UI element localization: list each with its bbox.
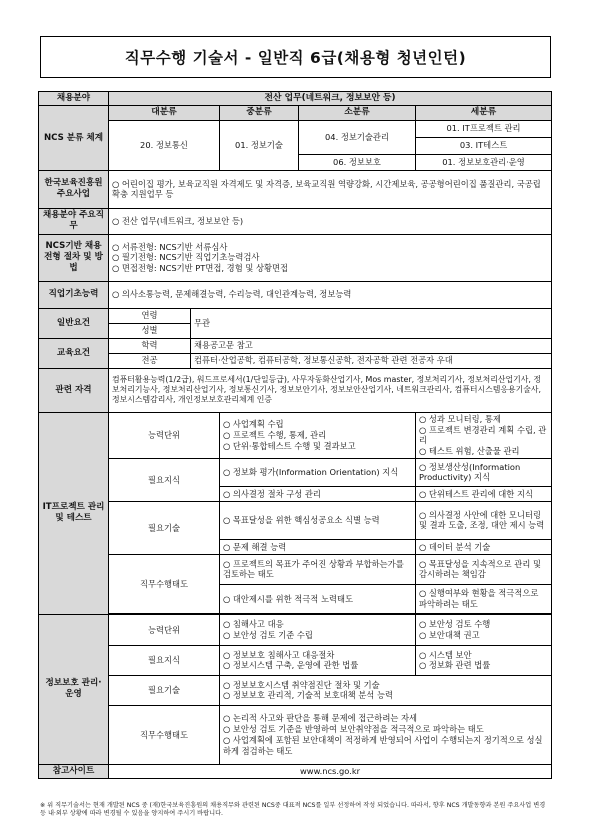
process-label: NCS기반 채용전형 절차 및 방법: [39, 234, 109, 281]
job-description-table: [38, 91, 552, 779]
basic-label: 직업기초능력: [39, 281, 109, 308]
field-label: 채용분야: [39, 92, 109, 106]
site-link[interactable]: www.ncs.go.kr: [109, 764, 552, 778]
business-label: 한국보육진흥원 주요사업: [39, 170, 109, 208]
process-item: ○ 필기전형: NCS기반 직업기초능력검사: [112, 252, 260, 263]
sec-ability-label: 능력단위: [109, 614, 220, 645]
it-skill-l1: ○ 목표달성을 위한 핵심성공요소 식별 능력: [220, 501, 416, 539]
it-skill-l2: ○ 문제 해결 능력: [220, 539, 416, 554]
ncs-detail-2: 03. IT테스트: [416, 137, 552, 154]
it-attitude-r1: ○ 목표달성을 지속적으로 관리 및 감시하려는 책임감: [416, 554, 552, 584]
ncs-header-minor: 소분류: [299, 106, 416, 120]
list-item: ○ 침해사고 대응: [223, 619, 284, 630]
ncs-middle: 01. 정보기술: [220, 120, 299, 170]
list-item: ○ 프로젝트 수행, 통제, 관리: [223, 430, 327, 441]
footnote: ※ 위 직무기술서는 현재 개발된 NCS 중 (재)한국보육진흥원의 채용직무와 관련된 NCS중 대표적 NCS를 일부 선정하여 작성 되었습니다. 따라서, 향후 NCS 개발동향과 본원 주요사업 변경 등 내·외부 상황에 따라 변경될 수 있음을 양지하여 주시기 바랍니다.: [40, 802, 546, 818]
business-value: ○ 어린이집 평가, 보육교직원 자격제도 및 자격증, 보육교직원 역량강화, 시간제보육, 공공형어린이집 품질관리, 국공립 확충 지원업무 등: [109, 170, 552, 208]
sec-knowledge-right: [416, 645, 552, 675]
ncs-minor-1: 04. 정보기술관리: [299, 120, 416, 154]
list-item: ○ 정보보호 관리적, 기술적 보호대책 분석 능력: [223, 690, 393, 701]
it-ability-right: [416, 412, 552, 458]
list-item: ○ 테스트 위험, 산출물 관리: [419, 446, 520, 457]
list-item: ○ 정보보호 침해사고 대응절차: [223, 649, 335, 660]
it-ability-left: [220, 412, 416, 458]
it-attitude-l1: ○ 프로젝트의 목표가 주어진 상황과 부합하는가를 검토하는 태도: [220, 554, 416, 584]
it-attitude-l2: ○ 대안제시를 위한 적극적 노력태도: [220, 584, 416, 613]
general-value: 무관: [191, 308, 552, 338]
duty-label: 채용분야 주요직무: [39, 208, 109, 234]
edu-degree-label: 학력: [109, 338, 191, 353]
sec-skill-label: 필요기술: [109, 675, 220, 705]
it-attitude-label: 직무수행태도: [109, 554, 220, 613]
process-item: ○ 면접전형: NCS기반 PT면접, 경험 및 상황면접: [112, 263, 289, 274]
list-item: ○ 논리적 사고와 판단을 통해 문제에 접근하려는 자세: [223, 713, 418, 724]
ncs-minor-2: 06. 정보보호: [299, 154, 416, 170]
list-item: ○ 성과 모니터링, 통제: [419, 413, 501, 424]
ncs-label: NCS 분류 체계: [39, 106, 109, 170]
list-item: ○ 보안성 검토 수행: [419, 619, 491, 630]
list-item: ○ 보안대책 권고: [419, 629, 480, 640]
list-item: ○ 단위·통합테스트 수행 및 결과보고: [223, 440, 356, 451]
sec-attitude-label: 직무수행태도: [109, 705, 220, 764]
process-list: [109, 234, 552, 281]
field-value: 전산 업무(네트워크, 정보보안 등): [109, 92, 552, 106]
general-age: 연령: [109, 308, 191, 323]
list-item: ○ 정보보호시스템 취약점진단 절차 및 기술: [223, 679, 380, 690]
sec-knowledge-label: 필요지식: [109, 645, 220, 675]
cert-value: 컴퓨터활용능력(1/2급), 워드프로세서(1/단일등급), 사무자동화산업기사, Mos master, 정보처리기사, 정보처리산업기사, 정보처리기능사, 정보처리산업기사, 정보통신기사, 정보보안기사, 정보보안산업기사, 네트워크관리사, 컴퓨터시스템응용기술사, 정보시스템감리사, 개인정보보호관리체계 인증: [109, 368, 552, 412]
it-knowledge-r1: ○ 정보생산성(Information Productivity) 지식: [416, 458, 552, 486]
sec-attitude-list: [220, 705, 552, 764]
it-knowledge-l2: ○ 의사결정 절차 구성 관리: [220, 486, 416, 501]
edu-label: 교육요건: [39, 338, 109, 368]
list-item: ○ 프로젝트 변경관리 계획 수립, 관리: [419, 424, 547, 446]
basic-value: ○ 의사소통능력, 문제해결능력, 수리능력, 대인관계능력, 정보능력: [109, 281, 552, 308]
edu-major-value: 컴퓨터·산업공학, 컴퓨터공학, 정보통신공학, 전자공학 관련 전공자 우대: [191, 353, 552, 368]
list-item: ○ 보안성 검토 기준 수립: [223, 629, 313, 640]
it-knowledge-label: 필요지식: [109, 458, 220, 501]
general-gender: 성별: [109, 323, 191, 338]
it-label: IT프로젝트 관리 및 테스트: [39, 412, 109, 614]
list-item: ○ 정보화 관련 법률: [419, 660, 491, 671]
ncs-major: 20. 정보통신: [109, 120, 220, 170]
general-label: 일반요건: [39, 308, 109, 338]
it-skill-label: 필요기술: [109, 501, 220, 554]
it-attitude-r2: ○ 실행여부와 현황을 적극적으로 파악하려는 태도: [416, 584, 552, 613]
ncs-header-major: 대분류: [109, 106, 220, 120]
it-knowledge-r2: ○ 단위테스트 관리에 대한 지식: [416, 486, 552, 501]
ncs-detail-1: 01. IT프로젝트 관리: [416, 120, 552, 137]
sec-ability-right: [416, 614, 552, 645]
cert-label: 관련 자격: [39, 368, 109, 412]
sec-knowledge-left: [220, 645, 416, 675]
it-knowledge-l1: ○ 정보화 평가(Information Orientation) 지식: [220, 458, 416, 486]
sec-skill-list: [220, 675, 552, 705]
it-skill-r2: ○ 데이터 분석 기술: [416, 539, 552, 554]
it-ability-label: 능력단위: [109, 412, 220, 458]
duty-value: ○ 전산 업무(네트워크, 정보보안 등): [109, 208, 552, 234]
edu-major-label: 전공: [109, 353, 191, 368]
page-title: 직무수행 기술서 - 일반직 6급(채용형 청년인턴): [40, 36, 551, 78]
list-item: ○ 시스템 보안: [419, 649, 472, 660]
list-item: ○ 사업계획 수립: [223, 419, 284, 430]
ncs-detail-3: 01. 정보보호관리·운영: [416, 154, 552, 170]
list-item: ○ 정보시스템 구축, 운영에 관한 법률: [223, 660, 359, 671]
edu-degree-value: 채용공고문 참고: [191, 338, 552, 353]
it-skill-r1: ○ 의사결정 사안에 대한 모니터링 및 결과 도출, 조정, 대안 제시 능력: [416, 501, 552, 539]
process-item: ○ 서류전형: NCS기반 서류심사: [112, 241, 228, 252]
sec-ability-left: [220, 614, 416, 645]
list-item: ○ 사업계획에 포함된 보안대책이 적정하게 반영되어 사업이 수행되는지 정기적으로 성실하게 점검하는 태도: [223, 734, 543, 756]
ncs-header-detail: 세분류: [416, 106, 552, 120]
list-item: ○ 보안성 검토 기준을 반영하여 보안취약점을 적극적으로 파악하는 태도: [223, 724, 484, 735]
ncs-header-middle: 중분류: [220, 106, 299, 120]
sec-label: 정보보호 관리·운영: [39, 614, 109, 764]
site-label: 참고사이트: [39, 764, 109, 778]
